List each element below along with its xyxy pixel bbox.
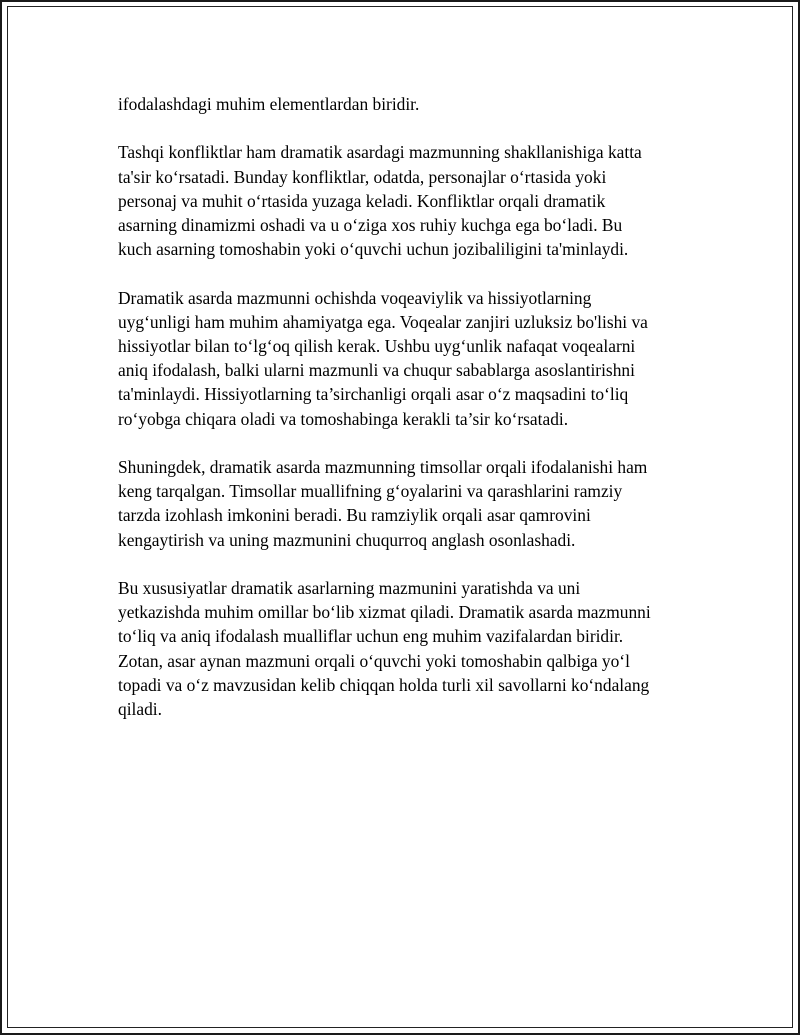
paragraph-3: Dramatik asarda mazmunni ochishda voqeaviylik va hissiyotlarning uyg‘unligi ham muhim ahamiyatga ega. Voqealar zanjiri uzluksiz bo'lishi va hissiyotlar bilan to‘lg‘oq qilish kerak. Ushbu uyg‘unlik nafaqat voqealarni aniq ifodalash, balki ularni mazmunli va chuqur sabablarga asoslantirishni ta'minlaydi. Hissiyotlarning ta’sirchanligi orqali asar o‘z maqsadini to‘liq ro‘yobga chiqara oladi va tomoshabinga kerakli ta’sir ko‘rsatadi. xyxy=(118,287,648,429)
paragraph-5: Bu xususiyatlar dramatik asarlarning mazmunini yaratishda va uni yetkazishda muhim omillar bo‘lib xizmat qiladi. Dramatik asarda mazmunni to‘liq va aniq ifodalash mualliflar uchun eng muhim vazifalardan biridir. Zotan, asar aynan mazmuni orqali o‘quvchi yoki tomoshabin qalbiga yo‘l topadi va o‘z mavzusidan kelib chiqqan holda turli xil savollarni ko‘ndalang qiladi. xyxy=(118,578,651,720)
paragraph-1: ifodalashdagi muhim elementlardan biridir. xyxy=(118,94,420,114)
paragraph-4: Shuningdek, dramatik asarda mazmunning timsollar orqali ifodalanishi ham keng tarqalgan. Timsollar muallifning g‘oyalarini va qarashlarini ramziy tarzda izohlash imkonini beradi. Bu ramziylik orqali asar qamrovini kengaytirish va uning mazmunini chuqurroq anglash osonlashadi. xyxy=(118,457,648,550)
document-body xyxy=(118,92,698,721)
paragraph-2: Tashqi konfliktlar ham dramatik asardagi mazmunning shakllanishiga katta ta'sir ko‘rsatadi. Bunday konfliktlar, odatda, personajlar o‘rtasida yoki personaj va muhit o‘rtasida yuzaga keladi. Konfliktlar orqali dramatik asarning dinamizmi oshadi va u o‘ziga xos ruhiy kuchga ega bo‘ladi. Bu kuch asarning tomoshabin yoki o‘quvchi uchun jozibaliligini ta'minlaydi. xyxy=(118,142,642,260)
